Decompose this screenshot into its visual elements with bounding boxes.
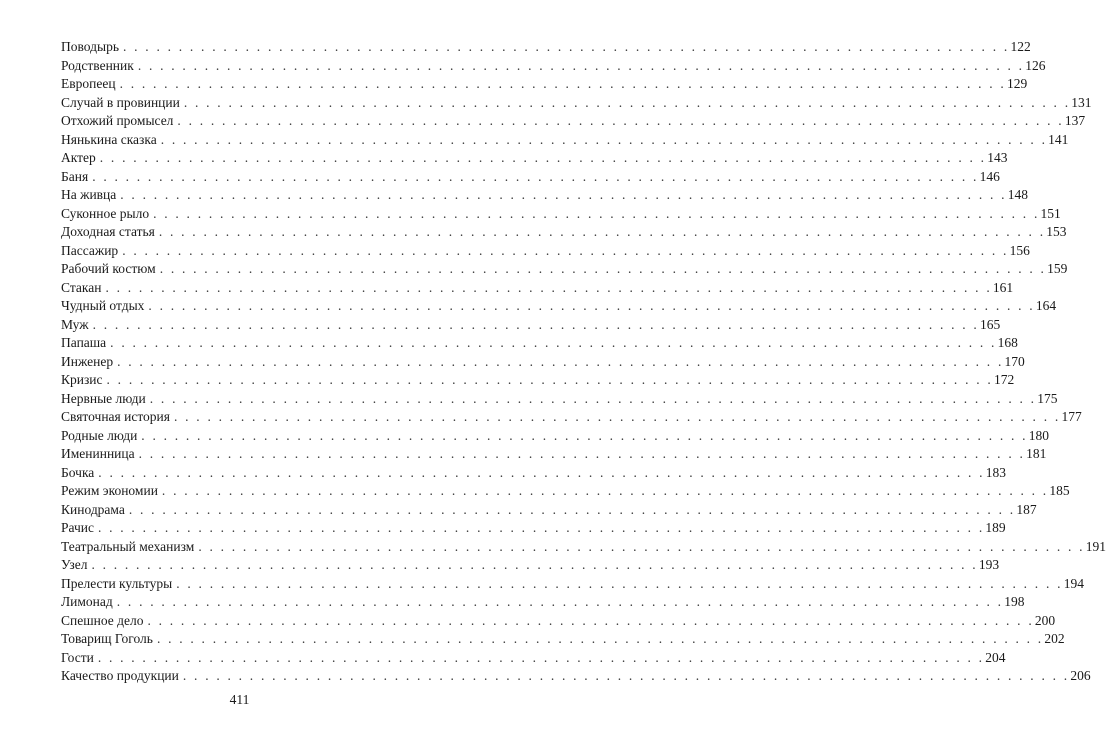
dot-leader: . . . . . . . . . . . . . . . . . . . . . . . . . . . . . . . . . . . . . . . . . . . . . . . . . . . . . . . . . . . . . . . . . . . . . . . . . . . . . . . . xyxy=(117,353,1004,369)
toc-entry xyxy=(61,223,1067,242)
toc-entry xyxy=(61,260,1068,279)
toc-entry-title: Лимонад xyxy=(61,594,113,609)
dot-leader: . . . . . . . . . . . . . . . . . . . . . . . . . . . . . . . . . . . . . . . . . . . . . . . . . . . . . . . . . . . . . . . . . . . . . . . . . . . . . . . . xyxy=(182,668,1070,683)
toc-entry-page: 131 xyxy=(1071,94,1092,110)
dot-leader: . . . . . . . . . . . . . . . . . . . . . . . . . . . . . . . . . . . . . . . . . . . . . . . . . . . . . . . . . . . . . . . . . . . . . . . . . . . . . . . . xyxy=(123,39,1010,54)
toc-entry xyxy=(61,112,1086,131)
toc-entry-page: 165 xyxy=(980,316,1001,332)
toc-entry-title: Кризис xyxy=(61,372,103,387)
toc-entry-page: 183 xyxy=(985,464,1006,480)
toc-entry xyxy=(61,649,1006,668)
toc-entry-title: Родные люди xyxy=(61,427,138,443)
toc-entry-page: 194 xyxy=(1063,575,1084,591)
toc-entry-page: 168 xyxy=(997,335,1018,350)
dot-leader: . . . . . . . . . . . . . . . . . . . . . . . . . . . . . . . . . . . . . . . . . . . . . . . . . . . . . . . . . . . . . . . . . . . . . . . . . . . . . . . . xyxy=(148,298,1035,313)
toc-entry-title: Отхожий промысел xyxy=(61,113,174,128)
dot-leader: . . . . . . . . . . . . . . . . . . . . . . . . . . . . . . . . . . . . . . . . . . . . . . . . . . . . . . . . . . . . . . . . . . . . . . . . . . . . . . . . xyxy=(91,557,978,572)
toc-entry-page: 189 xyxy=(985,520,1006,535)
dot-leader: . . . . . . . . . . . . . . . . . . . . . . . . . . . . . . . . . . . . . . . . . . . . . . . . . . . . . . . . . . . . . . . . . . . . . . . . . . . . . . . . xyxy=(119,76,1006,91)
toc-entry xyxy=(61,538,1106,557)
toc-entry-title: Родственник xyxy=(61,57,134,73)
toc-entry-page: 148 xyxy=(1007,187,1028,202)
toc-entry-page: 193 xyxy=(978,557,1000,572)
toc-entry-page: 200 xyxy=(1034,612,1056,628)
toc-entry xyxy=(61,75,1028,94)
page-number: 411 xyxy=(229,692,250,707)
dot-leader: . . . . . . . . . . . . . . . . . . . . . . . . . . . . . . . . . . . . . . . . . . . . . . . . . . . . . . . . . . . . . . . . . . . . . . . . . . . . . . . . xyxy=(98,464,985,480)
toc-entry-title: Узел xyxy=(61,557,88,572)
toc-entry-title: Стакан xyxy=(61,279,102,295)
toc-entry-page: 122 xyxy=(1010,39,1031,54)
dot-leader: . . . . . . . . . . . . . . . . . . . . . . . . . . . . . . . . . . . . . . . . . . . . . . . . . . . . . . . . . . . . . . . . . . . . . . . . . . . . . . . . xyxy=(128,501,1016,517)
toc-entry-title: Муж xyxy=(61,316,89,332)
toc-entry-page: 175 xyxy=(1037,390,1058,406)
toc-entry-title: Спешное дело xyxy=(61,612,144,628)
dot-leader: . . . . . . . . . . . . . . . . . . . . . . . . . . . . . . . . . . . . . . . . . . . . . . . . . . . . . . . . . . . . . . . . . . . . . . . . . . . . . . . . xyxy=(174,409,1061,424)
toc-entry xyxy=(61,371,1015,390)
toc-entry-page: 126 xyxy=(1025,57,1046,73)
toc-entry-title: Режим экономии xyxy=(61,483,158,498)
dot-leader: . . . . . . . . . . . . . . . . . . . . . . . . . . . . . . . . . . . . . . . . . . . . . . . . . . . . . . . . . . . . . . . . . . . . . . . . . . . . . . . . xyxy=(176,575,1063,591)
dot-leader: . . . . . . . . . . . . . . . . . . . . . . . . . . . . . . . . . . . . . . . . . . . . . . . . . . . . . . . . . . . . . . . . . . . . . . . . . . . . . . . . xyxy=(158,224,1046,239)
dot-leader: . . . . . . . . . . . . . . . . . . . . . . . . . . . . . . . . . . . . . . . . . . . . . . . . . . . . . . . . . . . . . . . . . . . . . . . . . . . . . . . . xyxy=(141,427,1028,443)
toc-entry xyxy=(61,353,1025,372)
toc-entry xyxy=(61,630,1065,649)
dot-leader: . . . . . . . . . . . . . . . . . . . . . . . . . . . . . . . . . . . . . . . . . . . . . . . . . . . . . . . . . . . . . . . . . . . . . . . . . . . . . . . . xyxy=(160,131,1048,147)
toc-entry xyxy=(61,94,1092,113)
toc-entry xyxy=(61,297,1057,316)
dot-leader: . . . . . . . . . . . . . . . . . . . . . . . . . . . . . . . . . . . . . . . . . . . . . . . . . . . . . . . . . . . . . . . . . . . . . . . . . . . . . . . . xyxy=(161,483,1049,498)
toc-entry-page: 161 xyxy=(992,279,1014,295)
toc-entry xyxy=(61,464,1006,483)
toc-entry-page: 151 xyxy=(1040,205,1061,221)
toc-entry-title: Баня xyxy=(61,168,89,184)
toc-entry xyxy=(61,186,1028,205)
dot-leader: . . . . . . . . . . . . . . . . . . . . . . . . . . . . . . . . . . . . . . . . . . . . . . . . . . . . . . . . . . . . . . . . . . . . . . . . . . . . . . . . xyxy=(138,446,1026,461)
dot-leader: . . . . . . . . . . . . . . . . . . . . . . . . . . . . . . . . . . . . . . . . . . . . . . . . . . . . . . . . . . . . . . . . . . . . . . . . . . . . . . . . xyxy=(156,631,1044,646)
toc-entry-page: 143 xyxy=(987,150,1008,165)
toc-entry-page: 164 xyxy=(1035,298,1057,313)
toc-entry xyxy=(61,667,1091,686)
toc-entry-title: Качество продукции xyxy=(61,668,179,683)
dot-leader: . . . . . . . . . . . . . . . . . . . . . . . . . . . . . . . . . . . . . . . . . . . . . . . . . . . . . . . . . . . . . . . . . . . . . . . . . . . . . . . . xyxy=(149,390,1037,406)
toc-entry-page: 153 xyxy=(1046,224,1067,239)
toc-entry-title: Нянькина сказка xyxy=(61,131,157,147)
dot-leader: . . . . . . . . . . . . . . . . . . . . . . . . . . . . . . . . . . . . . . . . . . . . . . . . . . . . . . . . . . . . . . . . . . . . . . . . . . . . . . . . xyxy=(147,612,1034,628)
toc-entry-title: Театральный механизм xyxy=(61,538,195,554)
toc-entry xyxy=(61,482,1070,501)
dot-leader: . . . . . . . . . . . . . . . . . . . . . . . . . . . . . . . . . . . . . . . . . . . . . . . . . . . . . . . . . . . . . . . . . . . . . . . . . . . . . . . . xyxy=(99,150,987,165)
dot-leader: . . . . . . . . . . . . . . . . . . . . . . . . . . . . . . . . . . . . . . . . . . . . . . . . . . . . . . . . . . . . . . . . . . . . . . . . . . . . . . . . xyxy=(105,279,992,295)
toc-entry-page: 137 xyxy=(1064,113,1086,128)
dot-leader: . . . . . . . . . . . . . . . . . . . . . . . . . . . . . . . . . . . . . . . . . . . . . . . . . . . . . . . . . . . . . . . . . . . . . . . . . . . . . . . . xyxy=(122,242,1009,258)
toc-entry xyxy=(61,131,1069,150)
toc-entry-page: 202 xyxy=(1044,631,1065,646)
toc-entry xyxy=(61,427,1049,446)
toc-entry-page: 180 xyxy=(1028,427,1049,443)
toc-entry xyxy=(61,279,1014,298)
toc-entry-title: Актер xyxy=(61,150,96,165)
toc-entry-title: Кинодрама xyxy=(61,501,125,517)
toc-entry xyxy=(61,205,1061,224)
toc-entry xyxy=(61,38,1031,57)
toc-entry xyxy=(61,390,1058,409)
toc-entry-title: На живца xyxy=(61,187,117,202)
toc-entry-title: Гости xyxy=(61,649,94,665)
dot-leader: . . . . . . . . . . . . . . . . . . . . . . . . . . . . . . . . . . . . . . . . . . . . . . . . . . . . . . . . . . . . . . . . . . . . . . . . . . . . . . . . xyxy=(159,261,1047,276)
toc-entry xyxy=(61,168,1000,187)
dot-leader: . . . . . . . . . . . . . . . . . . . . . . . . . . . . . . . . . . . . . . . . . . . . . . . . . . . . . . . . . . . . . . . . . . . . . . . . . . . . . . . . xyxy=(120,187,1007,202)
dot-leader: . . . . . . . . . . . . . . . . . . . . . . . . . . . . . . . . . . . . . . . . . . . . . . . . . . . . . . . . . . . . . . . . . . . . . . . . . . . . . . . . xyxy=(110,335,997,350)
dot-leader: . . . . . . . . . . . . . . . . . . . . . . . . . . . . . . . . . . . . . . . . . . . . . . . . . . . . . . . . . . . . . . . . . . . . . . . . . . . . . . . . xyxy=(97,649,985,665)
toc-entry-title: Нервные люди xyxy=(61,390,146,406)
toc-entry-page: 187 xyxy=(1016,501,1037,517)
table-of-contents xyxy=(61,38,1106,686)
dot-leader: . . . . . . . . . . . . . . . . . . . . . . . . . . . . . . . . . . . . . . . . . . . . . . . . . . . . . . . . . . . . . . . . . . . . . . . . . . . . . . . . xyxy=(92,316,980,332)
toc-entry-page: 181 xyxy=(1026,446,1047,461)
toc-entry xyxy=(61,575,1084,594)
toc-entry-title: Пассажир xyxy=(61,242,119,258)
toc-entry xyxy=(61,519,1006,538)
toc-entry-page: 170 xyxy=(1004,353,1025,369)
dot-leader: . . . . . . . . . . . . . . . . . . . . . . . . . . . . . . . . . . . . . . . . . . . . . . . . . . . . . . . . . . . . . . . . . . . . . . . . . . . . . . . . xyxy=(106,372,993,387)
toc-entry-title: Рабочий костюм xyxy=(61,261,156,276)
dot-leader: . . . . . . . . . . . . . . . . . . . . . . . . . . . . . . . . . . . . . . . . . . . . . . . . . . . . . . . . . . . . . . . . . . . . . . . . . . . . . . . . xyxy=(177,113,1064,128)
toc-entry-title: Папаша xyxy=(61,335,107,350)
toc-entry-title: Поводырь xyxy=(61,39,119,54)
toc-entry xyxy=(61,593,1025,612)
toc-entry xyxy=(61,57,1046,76)
dot-leader: . . . . . . . . . . . . . . . . . . . . . . . . . . . . . . . . . . . . . . . . . . . . . . . . . . . . . . . . . . . . . . . . . . . . . . . . . . . . . . . . xyxy=(198,538,1085,554)
toc-entry-title: Бочка xyxy=(61,464,95,480)
toc-entry-title: Прелести культуры xyxy=(61,575,173,591)
toc-entry-page: 172 xyxy=(993,372,1015,387)
toc-entry xyxy=(61,501,1037,520)
toc-entry-title: Чудный отдых xyxy=(61,298,145,313)
toc-entry-page: 198 xyxy=(1004,594,1025,609)
toc-entry xyxy=(61,242,1030,261)
dot-leader: . . . . . . . . . . . . . . . . . . . . . . . . . . . . . . . . . . . . . . . . . . . . . . . . . . . . . . . . . . . . . . . . . . . . . . . . . . . . . . . . xyxy=(137,57,1025,73)
dot-leader: . . . . . . . . . . . . . . . . . . . . . . . . . . . . . . . . . . . . . . . . . . . . . . . . . . . . . . . . . . . . . . . . . . . . . . . . . . . . . . . . xyxy=(183,94,1071,110)
dot-leader: . . . . . . . . . . . . . . . . . . . . . . . . . . . . . . . . . . . . . . . . . . . . . . . . . . . . . . . . . . . . . . . . . . . . . . . . . . . . . . . . xyxy=(153,205,1040,221)
toc-entry xyxy=(61,556,1000,575)
toc-entry-page: 159 xyxy=(1047,261,1068,276)
toc-entry-page: 129 xyxy=(1007,76,1028,91)
toc-entry-title: Товарищ Гоголь xyxy=(61,631,153,646)
toc-entry xyxy=(61,612,1056,631)
toc-entry-title: Инженер xyxy=(61,353,114,369)
toc-entry-title: Случай в провинции xyxy=(61,94,180,110)
toc-entry xyxy=(61,149,1008,168)
toc-entry xyxy=(61,445,1047,464)
dot-leader: . . . . . . . . . . . . . . . . . . . . . . . . . . . . . . . . . . . . . . . . . . . . . . . . . . . . . . . . . . . . . . . . . . . . . . . . . . . . . . . . xyxy=(116,594,1004,609)
toc-entry-title: Рачис xyxy=(61,520,94,535)
toc-entry-title: Именинница xyxy=(61,446,135,461)
dot-leader: . . . . . . . . . . . . . . . . . . . . . . . . . . . . . . . . . . . . . . . . . . . . . . . . . . . . . . . . . . . . . . . . . . . . . . . . . . . . . . . . xyxy=(97,520,985,535)
toc-entry-page: 204 xyxy=(985,649,1006,665)
toc-entry-title: Европеец xyxy=(61,76,116,91)
toc-entry-page: 141 xyxy=(1048,131,1069,147)
toc-entry xyxy=(61,316,1001,335)
toc-entry-page: 146 xyxy=(979,168,1000,184)
toc-entry-title: Суконное рыло xyxy=(61,205,150,221)
dot-leader: . . . . . . . . . . . . . . . . . . . . . . . . . . . . . . . . . . . . . . . . . . . . . . . . . . . . . . . . . . . . . . . . . . . . . . . . . . . . . . . . xyxy=(92,168,979,184)
toc-entry-title: Доходная статья xyxy=(61,224,155,239)
toc-entry-page: 191 xyxy=(1085,538,1106,554)
toc-entry xyxy=(61,408,1082,427)
toc-entry-page: 156 xyxy=(1009,242,1030,258)
toc-entry-page: 206 xyxy=(1070,668,1091,683)
toc-entry-title: Святочная история xyxy=(61,409,170,424)
toc-entry-page: 185 xyxy=(1049,483,1070,498)
toc-entry-page: 177 xyxy=(1061,409,1082,424)
toc-entry xyxy=(61,334,1018,353)
